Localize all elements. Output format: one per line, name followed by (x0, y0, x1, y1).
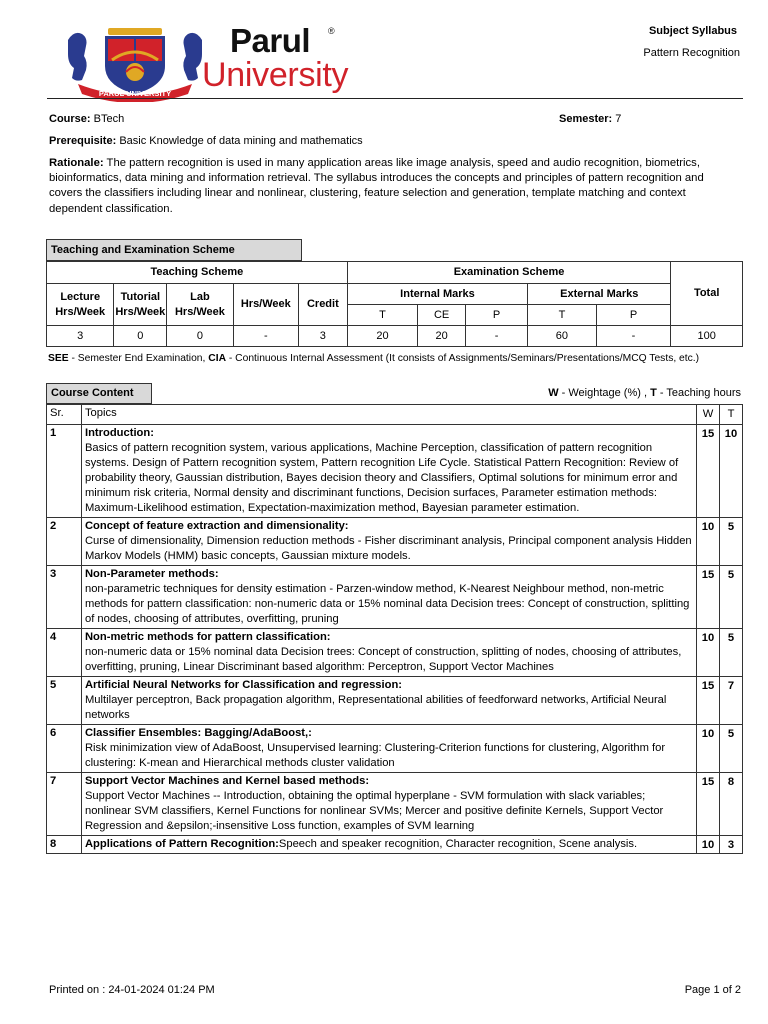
row-topic-body: Speech and speaker recognition, Character recognition, Scene analysis. (278, 838, 638, 850)
t-header: T (719, 405, 742, 425)
semester-value: 7 (615, 113, 622, 125)
row-sr: 3 (47, 566, 82, 629)
cia-abbr: CIA (208, 353, 226, 364)
legend-t-text: - Teaching hours (656, 387, 741, 399)
tutorial-value: 0 (114, 326, 167, 347)
hrs-week-header: Hrs/Week (233, 284, 298, 326)
table-row (47, 677, 743, 725)
scheme-table (46, 261, 743, 347)
doc-type: Subject Syllabus (648, 25, 737, 37)
row-topic (81, 773, 696, 836)
row-topic (81, 425, 696, 518)
row-teaching-hours: 5 (719, 518, 742, 566)
internal-t-header: T (347, 305, 418, 326)
internal-p-value: - (465, 326, 527, 347)
row-sr: 4 (47, 629, 82, 677)
row-sr: 2 (47, 518, 82, 566)
see-desc: - Semester End Examination, (68, 353, 209, 364)
row-weightage: 10 (697, 629, 720, 677)
row-teaching-hours: 7 (719, 677, 742, 725)
prerequisite-value: Basic Knowledge of data mining and mathematics (119, 135, 363, 147)
row-weightage: 10 (697, 518, 720, 566)
external-t-header: T (528, 305, 596, 326)
rationale-text: The pattern recognition is used in many application areas like image analysis, speed and audio recognition, biometrics, bioinformatics, data mining and information retrieval. The syllabus introduces the concepts and principles of pattern recognition and covers the classifiers including linear and nonlinear, clustering, feature selection and generation, template matching and context dependent classification. (49, 157, 704, 215)
internal-p-header: P (465, 305, 527, 326)
see-cia-note (48, 353, 699, 364)
row-weightage: 15 (697, 566, 720, 629)
row-topic (81, 629, 696, 677)
exam-scheme-header: Examination Scheme (347, 262, 671, 284)
table-row (47, 518, 743, 566)
credit-header: Credit (298, 284, 347, 326)
see-abbr: SEE (48, 353, 69, 364)
w-header: W (697, 405, 720, 425)
row-topic-title: Applications of Pattern Recognition: (84, 838, 279, 850)
registered-mark: ® (328, 26, 335, 36)
row-teaching-hours: 10 (719, 425, 742, 518)
prerequisite-field (49, 135, 363, 147)
topics-header: Topics (81, 405, 696, 425)
row-topic-body: Basics of pattern recognition system, various applications, Machine Perception, classification of pattern recognition systems. Design of Pattern recognition system, Pattern recognition Life Cycle. Statistical Pattern Recognition: Review of probability theory, Gaussian distribution, Bayes decision theory and Classifiers, Optimal solutions for minimum error and minimum risk criteria, Normal density and discriminant functions, Decision surfaces, Parameter estimation methods: Maximum-Likelihood estimation, Expectation-maximization method, Bayesian parameter estimation. (84, 442, 679, 514)
row-topic-body: Support Vector Machines -- Introduction, obtaining the optimal hyperplane - SVM formulation with slack variables; nonlinear SVM classifiers, Kernel Functions for nonlinear SVMs; Mercer and positive definite Kernels, Support Vector Regression and &epsilon;-insensitive Loss function, examples of SVM learning (84, 790, 664, 832)
row-teaching-hours: 5 (719, 725, 742, 773)
row-sr: 7 (47, 773, 82, 836)
row-topic (81, 725, 696, 773)
row-weightage: 10 (697, 836, 720, 854)
row-topic-body: Risk minimization view of AdaBoost, Unsupervised learning: Clustering-Criterion functions for clustering, Algorithm for clustering: K-mean and Hierarchical methods cluster validation (84, 742, 666, 769)
sr-header: Sr. (47, 405, 82, 425)
svg-text:PARUL UNIVERSITY: PARUL UNIVERSITY (98, 89, 172, 98)
row-topic-title: Concept of feature extraction and dimensionality: (84, 520, 349, 532)
hrs-week-value: - (233, 326, 298, 347)
rationale-paragraph (49, 156, 739, 217)
table-row (47, 566, 743, 629)
scheme-values-row (47, 326, 743, 347)
row-topic-title: Non-metric methods for pattern classification: (84, 631, 331, 643)
external-marks-header: External Marks (528, 284, 671, 305)
row-topic (81, 518, 696, 566)
row-topic-body: non-parametric techniques for density estimation - Parzen-window method, K-Nearest Neighbour method, non-metric methods for pattern classification: non-numeric data or 15% nominal data Decision trees: Concept of construction, splitting of nodes, choosing of attributes, overfitting, pruning (84, 583, 690, 625)
row-topic-body: Curse of dimensionality, Dimension reduction methods - Fisher discriminant analysis, Principal component analysis Hidden Markov Models (HMM) basic concepts, Gaussian mixture models. (84, 535, 692, 562)
row-sr: 1 (47, 425, 82, 518)
row-teaching-hours: 5 (719, 566, 742, 629)
row-teaching-hours: 8 (719, 773, 742, 836)
lab-header: Lab Hrs/Week (167, 284, 233, 326)
table-row (47, 773, 743, 836)
row-topic-body: Multilayer perceptron, Back propagation algorithm, Representational abilities of feedforward networks, Artificial Neural networks (84, 694, 667, 721)
row-sr: 5 (47, 677, 82, 725)
cia-desc: - Continuous Internal Assessment (It consists of Assignments/Seminars/Presentations/MCQ Tests, etc.) (226, 353, 700, 364)
tutorial-header: Tutorial Hrs/Week (114, 284, 167, 326)
row-teaching-hours: 5 (719, 629, 742, 677)
legend-w: W (548, 387, 559, 399)
internal-marks-header: Internal Marks (347, 284, 527, 305)
lecture-value: 3 (47, 326, 114, 347)
teaching-scheme-header: Teaching Scheme (47, 262, 348, 284)
row-topic-body: non-numeric data or 15% nominal data Decision trees: Concept of construction, splitting of nodes, choosing of attributes, overfitting, pruning, Linear Discriminant based algorithm: Perceptron, Support Vector Machines (84, 646, 682, 673)
external-t-value: 60 (528, 326, 596, 347)
content-legend (548, 387, 741, 399)
legend-w-text: - Weightage (%) , (558, 387, 651, 399)
internal-t-value: 20 (347, 326, 418, 347)
printed-on: Printed on : 24-01-2024 01:24 PM (49, 984, 215, 996)
table-row (47, 425, 743, 518)
row-topic (81, 566, 696, 629)
page-number: Page 1 of 2 (684, 984, 741, 996)
external-p-header: P (596, 305, 671, 326)
credit-value: 3 (298, 326, 347, 347)
row-weightage: 15 (697, 677, 720, 725)
content-band-title: Course Content (46, 383, 152, 404)
semester-field (559, 113, 621, 125)
row-topic-title: Artificial Neural Networks for Classification and regression: (84, 679, 403, 691)
course-label: Course: (49, 113, 91, 125)
table-row (47, 725, 743, 773)
legend-t: T (650, 387, 657, 399)
course-content-table (46, 404, 743, 854)
scheme-band-title: Teaching and Examination Scheme (46, 239, 302, 261)
row-sr: 8 (47, 836, 82, 854)
content-rows (47, 425, 743, 854)
row-topic (81, 836, 696, 854)
row-weightage: 15 (697, 425, 720, 518)
external-p-value: - (596, 326, 671, 347)
course-value: BTech (93, 113, 125, 125)
row-topic-title: Classifier Ensembles: Bagging/AdaBoost,: (84, 727, 312, 739)
row-topic-title: Introduction: (84, 427, 154, 439)
header-divider (47, 98, 743, 99)
university-crest-icon (60, 22, 210, 102)
lab-value: 0 (167, 326, 233, 347)
course-field (49, 113, 124, 125)
subject-name: Pattern Recognition (643, 47, 740, 59)
total-value: 100 (671, 326, 743, 347)
table-row (47, 629, 743, 677)
row-weightage: 10 (697, 725, 720, 773)
row-sr: 6 (47, 725, 82, 773)
prerequisite-label: Prerequisite: (49, 135, 117, 147)
total-header: Total (671, 262, 743, 326)
lecture-header: Lecture Hrs/Week (47, 284, 114, 326)
brand-name: Parul (230, 22, 311, 59)
row-topic-title: Non-Parameter methods: (84, 568, 219, 580)
semester-label: Semester: (559, 113, 613, 125)
row-weightage: 15 (697, 773, 720, 836)
row-topic-title: Support Vector Machines and Kernel based methods: (84, 775, 370, 787)
brand-subtitle: University (202, 56, 349, 94)
row-topic (81, 677, 696, 725)
table-row (47, 836, 743, 854)
row-teaching-hours: 3 (719, 836, 742, 854)
internal-ce-header: CE (418, 305, 466, 326)
internal-ce-value: 20 (418, 326, 466, 347)
rationale-label: Rationale: (49, 157, 104, 169)
